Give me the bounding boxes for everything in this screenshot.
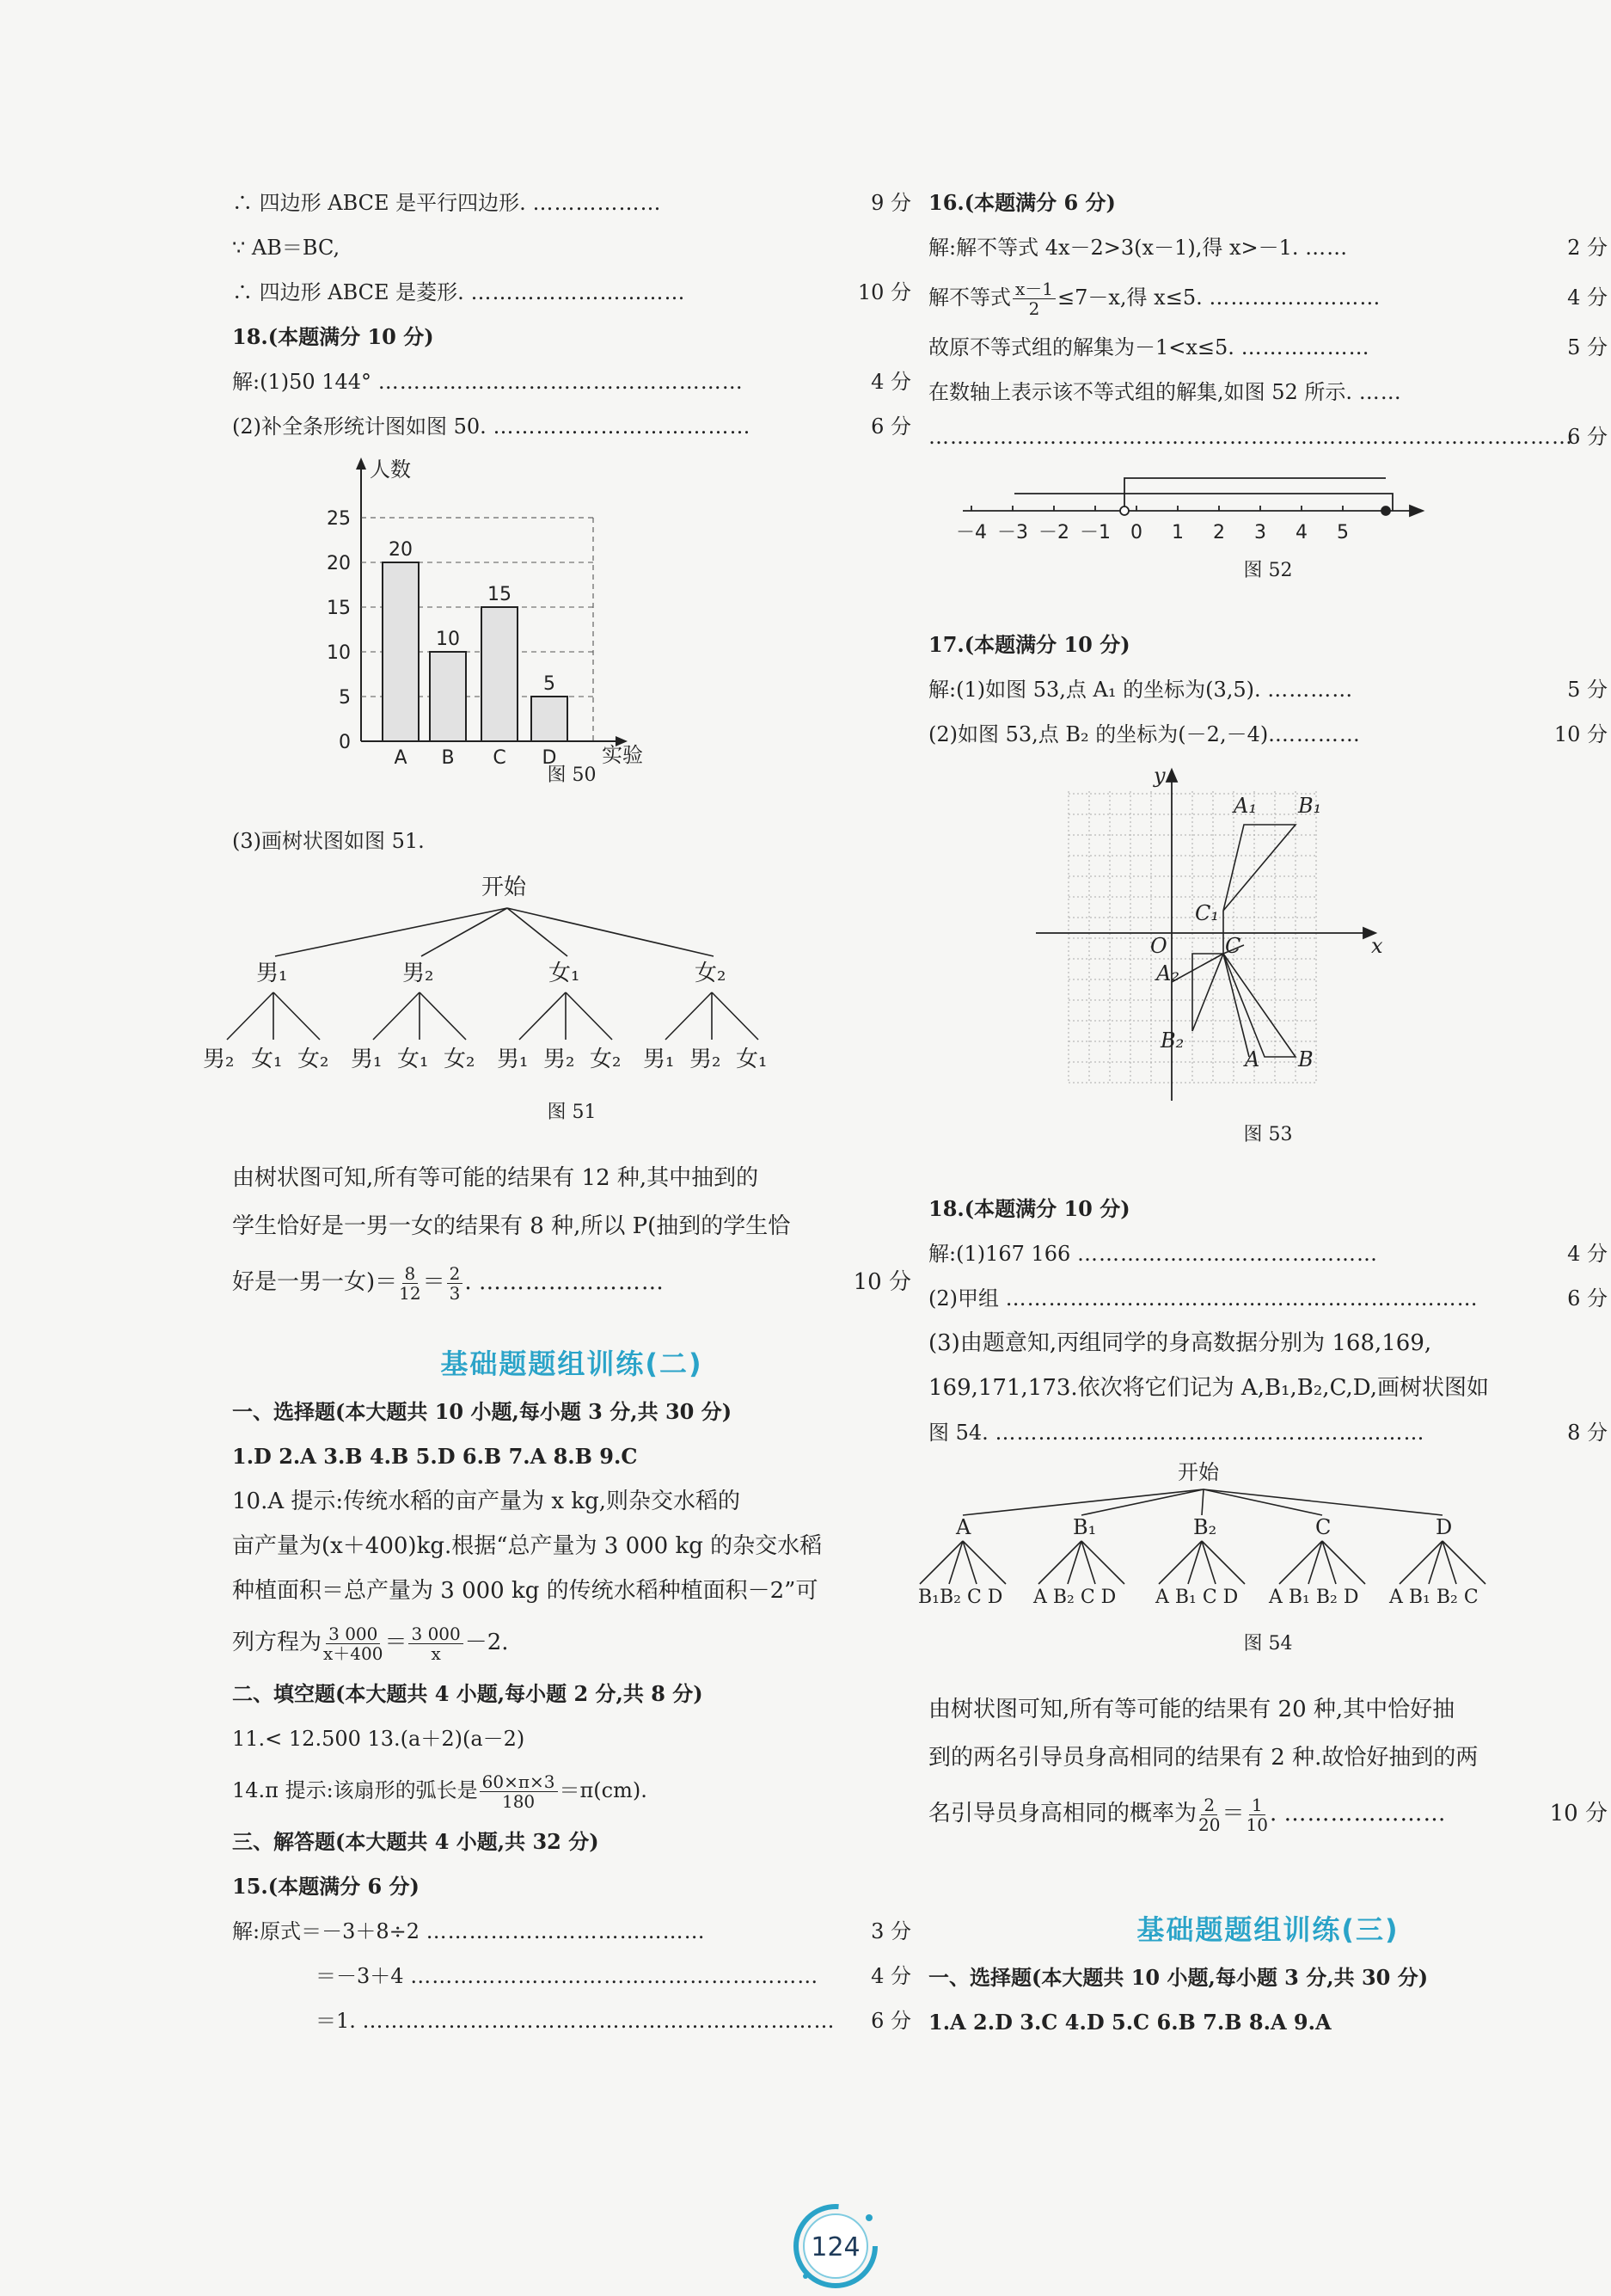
axis-label: y bbox=[1154, 764, 1166, 788]
line: 解:解不等式 4x－2>3(x－1),得 x>－1. …… 2 分 bbox=[928, 236, 1608, 260]
point-label: B bbox=[1298, 1047, 1314, 1071]
line: 解:(1)如图 53,点 A₁ 的坐标为(3,5). ………… 5 分 bbox=[928, 678, 1608, 702]
tree-node: 男₁ bbox=[256, 961, 288, 986]
question-title: 17.(本题满分 10 分) bbox=[928, 632, 1130, 657]
tick-label: －2 bbox=[1038, 522, 1069, 543]
paragraph-line: 好是一男一女)＝ $\frac{8}{12}$ ＝ $\frac{2}{3}$ . …………………… 10 分 bbox=[232, 1262, 911, 1304]
question-title: 15.(本题满分 6 分) bbox=[232, 1874, 420, 1899]
tree-leaf: 女₁ bbox=[397, 1047, 429, 1072]
tick-label: －3 bbox=[997, 522, 1028, 543]
tree-diagram-fig51 bbox=[203, 863, 911, 1096]
line: 在数轴上表示该不等式组的解集,如图 52 所示. …… bbox=[928, 380, 1402, 404]
paragraph-line: 亩产量为(x＋400)kg.根据“总产量为 3 000 kg 的杂交水稻 bbox=[232, 1533, 823, 1559]
tree-leaf: 女₁ bbox=[251, 1047, 283, 1072]
section-title: 一、选择题(本大题共 10 小题,每小题 3 分,共 30 分) bbox=[232, 1399, 732, 1424]
bar-chart-fig50 bbox=[232, 449, 911, 769]
tree-leaf: 女₂ bbox=[590, 1047, 622, 1072]
page-number: 124 bbox=[811, 2232, 861, 2262]
line: (3)画树状图如图 51. bbox=[232, 829, 425, 853]
tick-label: 5 bbox=[1337, 522, 1349, 543]
section-title: 一、选择题(本大题共 10 小题,每小题 3 分,共 30 分) bbox=[928, 1965, 1429, 1990]
tree-leaf: B₁B₂ C D bbox=[918, 1587, 1003, 1608]
fraction: $\frac{60\times\pi\times 3}{180}$ bbox=[480, 1772, 558, 1811]
x-axis-label: 实验 bbox=[602, 743, 643, 767]
tree-node: 男₂ bbox=[402, 961, 434, 986]
bar bbox=[481, 607, 518, 741]
point-label: A bbox=[1245, 1047, 1260, 1071]
axis-label: x bbox=[1371, 934, 1383, 958]
line: ∴ 四边形 ABCE 是菱形. ………………………… 10 分 bbox=[232, 280, 911, 304]
line: ＝1. ………………………………………………………… 6 分 bbox=[315, 2009, 911, 2033]
bar bbox=[383, 562, 419, 741]
figure-caption: 图 54 bbox=[1243, 1633, 1293, 1654]
tree-node: A bbox=[956, 1515, 971, 1539]
fraction: $\frac{3 000}{x}$ bbox=[408, 1624, 462, 1663]
line: 解不等式 $\frac{x-1}{2}$ ≤7－x,得 x≤5. …………………… 4 分 bbox=[928, 279, 1608, 319]
tick-label: 3 bbox=[1254, 522, 1266, 543]
fraction: $\frac{x-1}{2}$ bbox=[1013, 279, 1056, 318]
point-label: A₂ bbox=[1156, 961, 1179, 985]
tree-root: 开始 bbox=[481, 875, 527, 900]
y-tick-label: 15 bbox=[327, 598, 351, 619]
paragraph-line: 由树状图可知,所有等可能的结果有 12 种,其中抽到的 bbox=[232, 1165, 759, 1191]
y-axis-label: 人数 bbox=[370, 457, 411, 482]
question-title: 16.(本题满分 6 分) bbox=[928, 190, 1116, 215]
number-line-fig52 bbox=[928, 459, 1608, 554]
tree-node: C bbox=[1315, 1515, 1332, 1539]
bar-value-label: 15 bbox=[487, 584, 511, 605]
y-tick-label: 0 bbox=[339, 732, 351, 753]
line: (2)如图 53,点 B₂ 的坐标为(－2,－4).………… 10 分 bbox=[928, 722, 1608, 746]
tree-leaf: 女₂ bbox=[297, 1047, 329, 1072]
figure-caption: 图 52 bbox=[1243, 560, 1293, 581]
point-label: B₁ bbox=[1298, 794, 1322, 818]
tick-label: －1 bbox=[1080, 522, 1111, 543]
tick-label: 2 bbox=[1213, 522, 1225, 543]
x-tick-label: D bbox=[542, 747, 557, 769]
tick-label: 4 bbox=[1296, 522, 1308, 543]
bar-value-label: 20 bbox=[389, 539, 413, 561]
figure-caption: 图 53 bbox=[1243, 1124, 1293, 1145]
answer-line: 14.π 提示:该扇形的弧长是 $\frac{60\times\pi\times 3}{180}$ ＝π(cm). bbox=[232, 1771, 647, 1812]
fraction: $\frac{3 000}{x+400}$ bbox=[323, 1623, 383, 1664]
bar bbox=[531, 697, 567, 741]
x-tick-label: A bbox=[394, 747, 407, 769]
y-tick-label: 5 bbox=[339, 687, 351, 709]
fraction: $\frac{2}{3}$ bbox=[447, 1264, 463, 1303]
line: (2)补全条形统计图如图 50. ……………………………… 6 分 bbox=[232, 414, 911, 439]
tree-node: B₂ bbox=[1193, 1515, 1217, 1539]
tree-node: 女₂ bbox=[695, 961, 726, 986]
line: ＝－3＋4 ………………………………………………… 4 分 bbox=[315, 1964, 911, 1988]
section-title: 二、填空题(本大题共 4 小题,每小题 2 分,共 8 分) bbox=[232, 1681, 703, 1706]
tree-leaf: 男₂ bbox=[203, 1047, 235, 1072]
point-label: A₁ bbox=[1234, 794, 1257, 818]
line: (2)甲组 ………………………………………………………… 6 分 bbox=[928, 1286, 1608, 1311]
fraction: $\frac{8}{12}$ bbox=[399, 1262, 421, 1304]
fraction: $\frac{1}{10}$ bbox=[1246, 1794, 1268, 1835]
tree-node: B₁ bbox=[1073, 1515, 1097, 1539]
paragraph-line: 169,171,173.依次将它们记为 A,B₁,B₂,C,D,画树状图如 bbox=[928, 1375, 1489, 1401]
fraction: $\frac{2}{20}$ bbox=[1198, 1794, 1221, 1835]
paragraph-line: 列方程为 $\frac{3 000}{x+400}$ ＝ $\frac{3 000}{x}$ －2. bbox=[232, 1623, 509, 1664]
tree-diagram-fig54 bbox=[918, 1455, 1608, 1627]
answer-line: 11.< 12.500 13.(a＋2)(a－2) bbox=[232, 1727, 525, 1751]
point-label: O bbox=[1150, 934, 1167, 958]
line: 解:(1)50 144° …………………………………………… 4 分 bbox=[232, 370, 911, 394]
point-label: B₂ bbox=[1161, 1028, 1185, 1053]
question-title: 18.(本题满分 10 分) bbox=[232, 324, 434, 349]
left-column bbox=[203, 181, 911, 2043]
bar-value-label: 5 bbox=[543, 673, 555, 695]
section-heading: 基础题题组训练(二) bbox=[440, 1348, 703, 1380]
tick-label: 0 bbox=[1130, 522, 1142, 543]
tree-leaf: A B₂ C D bbox=[1033, 1587, 1117, 1608]
tree-node: D bbox=[1436, 1515, 1453, 1539]
line: 图 54. …………………………………………………… 8 分 bbox=[928, 1421, 1608, 1445]
tree-leaf: 女₂ bbox=[444, 1047, 475, 1072]
tree-root: 开始 bbox=[1178, 1460, 1219, 1484]
tree-leaf: 男₁ bbox=[351, 1047, 383, 1072]
tick-label: －4 bbox=[956, 522, 987, 543]
line: ∴ 四边形 ABCE 是平行四边形. ……………… 9 分 bbox=[232, 191, 911, 215]
line: ∵ AB＝BC, bbox=[232, 236, 340, 260]
page-number-badge bbox=[787, 2197, 885, 2296]
tree-leaf: A B₁ B₂ C bbox=[1389, 1587, 1479, 1608]
paragraph-line: 种植面积＝总产量为 3 000 kg 的传统水稻种植面积－2”可 bbox=[232, 1578, 818, 1604]
paragraph-line: 学生恰好是一男一女的结果有 8 种,所以 P(抽到的学生恰 bbox=[232, 1213, 791, 1239]
answer-line: 1.D 2.A 3.B 4.B 5.D 6.B 7.A 8.B 9.C bbox=[232, 1444, 638, 1469]
tree-leaf: 男₁ bbox=[643, 1047, 675, 1072]
tree-leaf: A B₁ B₂ D bbox=[1269, 1587, 1359, 1608]
bar bbox=[430, 652, 466, 741]
bar-value-label: 10 bbox=[436, 629, 460, 650]
paragraph-line: 到的两名引导员身高相同的结果有 2 种.故恰好抽到的两 bbox=[928, 1745, 1479, 1771]
tree-leaf: A B₁ C D bbox=[1155, 1587, 1239, 1608]
tree-leaf: 男₂ bbox=[689, 1047, 721, 1072]
tree-leaf: 男₂ bbox=[543, 1047, 575, 1072]
tree-leaf: 男₁ bbox=[497, 1047, 529, 1072]
coordinate-plane-fig53 bbox=[928, 757, 1608, 1118]
tick-label: 1 bbox=[1172, 522, 1184, 543]
paragraph-line: 名引导员身高相同的概率为 $\frac{2}{20}$ ＝ $\frac{1}{10}$ . ………………… 10 分 bbox=[928, 1794, 1608, 1835]
section-title: 三、解答题(本大题共 4 小题,共 32 分) bbox=[232, 1829, 599, 1854]
question-title: 18.(本题满分 10 分) bbox=[928, 1196, 1130, 1221]
tree-leaf: 女₁ bbox=[736, 1047, 768, 1072]
y-tick-label: 10 bbox=[327, 642, 351, 664]
x-tick-label: B bbox=[441, 747, 455, 769]
x-tick-label: C bbox=[493, 747, 506, 769]
figure-caption: 图 50 bbox=[547, 764, 597, 786]
y-tick-label: 25 bbox=[327, 508, 351, 530]
right-column bbox=[918, 181, 1608, 2045]
line: 解:原式＝－3＋8÷2 ………………………………… 3 分 bbox=[232, 1919, 911, 1943]
line: 故原不等式组的解集为－1<x≤5. ……………… 5 分 bbox=[928, 335, 1608, 359]
paragraph-line: 10.A 提示:传统水稻的亩产量为 x kg,则杂交水稻的 bbox=[232, 1489, 741, 1514]
paragraph-line: 由树状图可知,所有等可能的结果有 20 种,其中恰好抽 bbox=[928, 1697, 1455, 1722]
point-label: C₁ bbox=[1195, 901, 1219, 925]
line: ……………………………………………………………………………… 6 分 bbox=[928, 425, 1608, 449]
point-label: C bbox=[1225, 934, 1241, 958]
figure-caption: 图 51 bbox=[547, 1102, 597, 1123]
tree-node: 女₁ bbox=[548, 961, 580, 986]
section-heading: 基础题题组训练(三) bbox=[1136, 1913, 1400, 1946]
y-tick-label: 20 bbox=[327, 553, 351, 574]
answer-line: 1.A 2.D 3.C 4.D 5.C 6.B 7.B 8.A 9.A bbox=[928, 2010, 1332, 2035]
paragraph-line: (3)由题意知,丙组同学的身高数据分别为 168,169, bbox=[928, 1330, 1432, 1356]
line: 解:(1)167 166 …………………………………… 4 分 bbox=[928, 1242, 1608, 1266]
